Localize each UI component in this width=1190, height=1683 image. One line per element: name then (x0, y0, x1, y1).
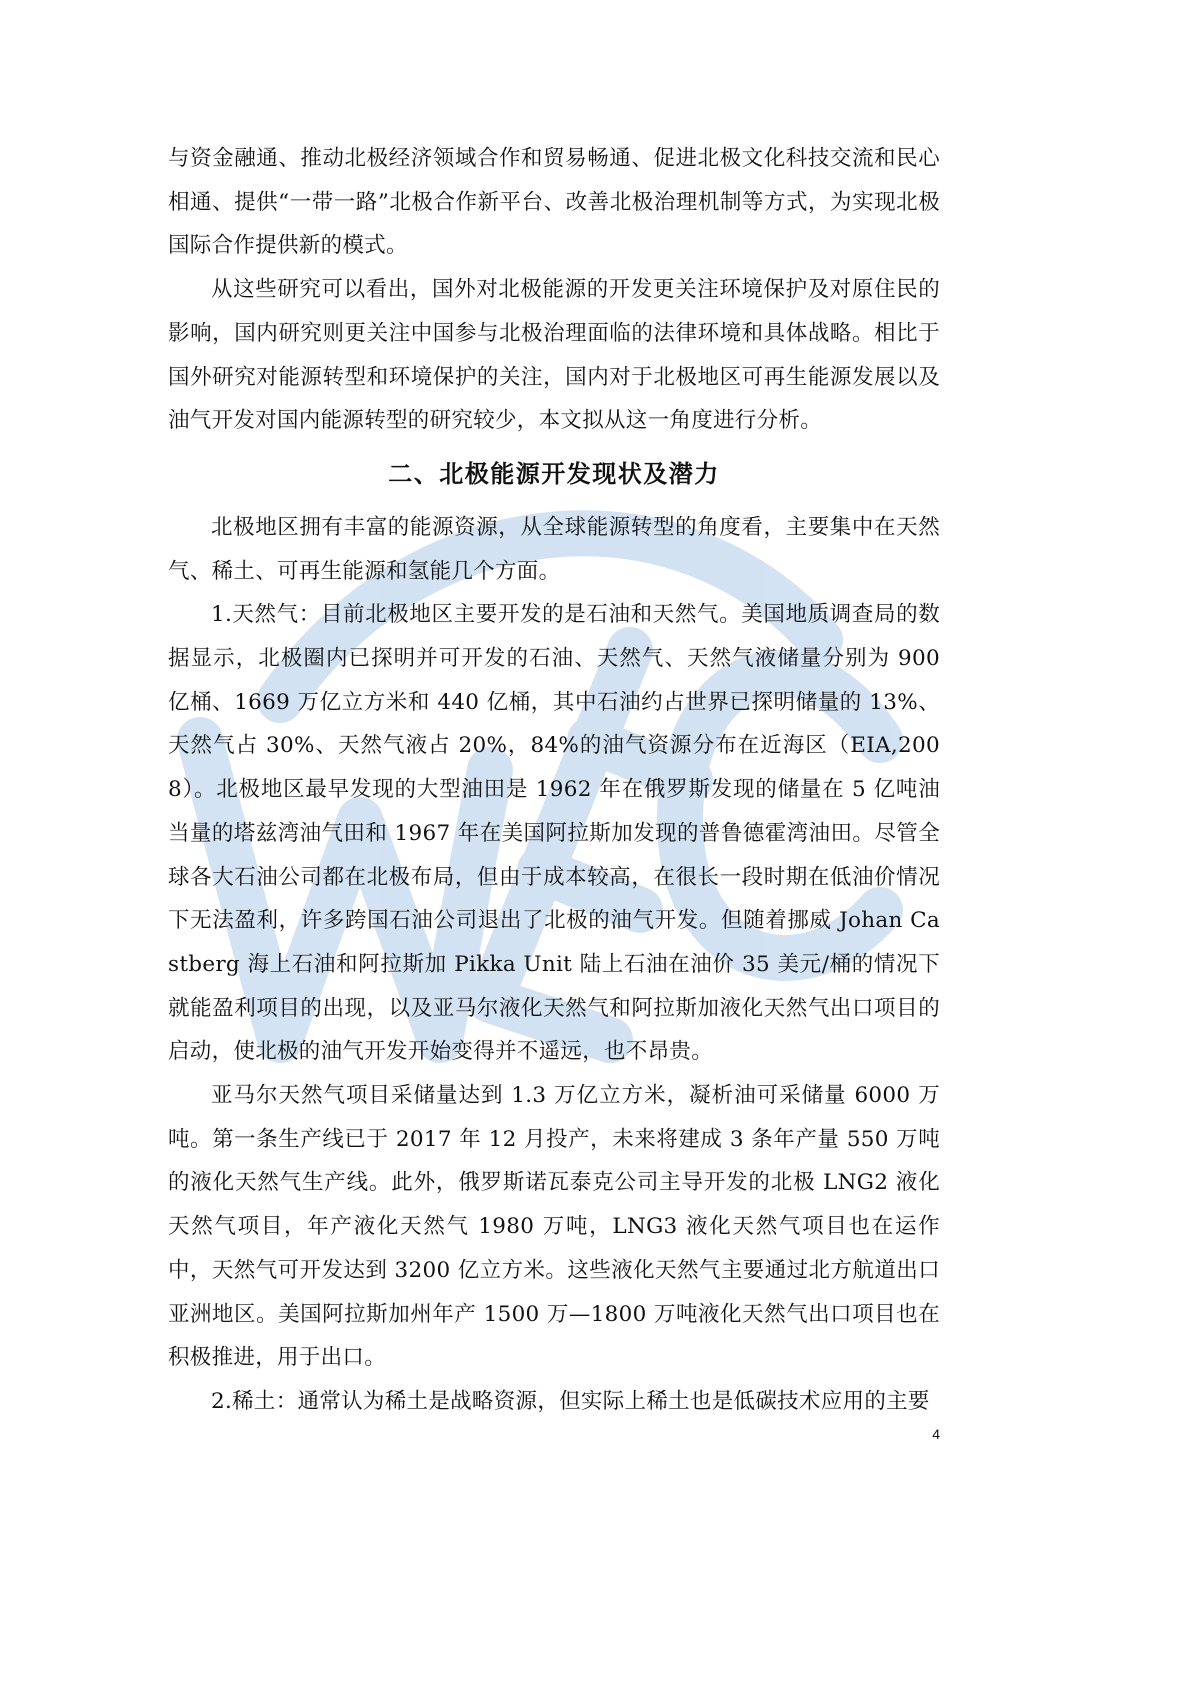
section-heading: 二、北极能源开发现状及潜力 (388, 459, 720, 488)
page-number: 4 (932, 1426, 940, 1442)
paragraph-rare-earth: 2.稀土：通常认为稀土是战略资源，但实际上稀土也是低碳技术应用的主要 (211, 1388, 930, 1414)
paragraph-continuation: 与资金融通、推动北极经济领域合作和贸易畅通、促进北极文化科技交流和民心相通、提供“一带一路”北极合作新平台、改善北极治理机制等方式，为实现北极国际合作提供新的模式。 (168, 146, 940, 259)
page-content (168, 137, 940, 1424)
paragraph-yamal-project: 亚马尔天然气项目采储量达到 1.3 万亿立方米，凝析油可采储量 6000 万吨。第一条生产线已于 2017 年 12 月投产，未来将建成 3 条年产量 550 万吨的液化天然气生产线。此外，俄罗斯诺瓦泰克公司主导开发的北极 LNG2 液化天然气项目，年产液化天然气 1980 万吨，LNG3 液化天然气项目也在运作中，天然气可开发达到 3200 亿立方米。这些液化天然气主要通过北方航道出口亚洲地区。美国阿拉斯加州年产 1500 万—1800 万吨液化天然气出口项目也在积极推进，用于出口。 (168, 1083, 940, 1371)
paragraph-natural-gas: 1.天然气：目前北极地区主要开发的是石油和天然气。美国地质调查局的数据显示，北极圈内已探明并可开发的石油、天然气、天然气液储量分别为 900 亿桶、1669 万亿立方米和 440 亿桶，其中石油约占世界已探明储量的 13%、天然气占 30%、天然气液占 20%，84%的油气资源分布在近海区（EIA,2008）。北极地区最早发现的大型油田是 1962 年在俄罗斯发现的储量在 5 亿吨油当量的塔兹湾油气田和 1967 年在美国阿拉斯加发现的普鲁德霍湾油田。尽管全球各大石油公司都在北极布局，但由于成本较高，在很长一段时期在低油价情况下无法盈利，许多跨国石油公司退出了北极的油气开发。但随着挪威 Johan Castberg 海上石油和阿拉斯加 Pikka Unit 陆上石油在油价 35 美元/桶的情况下就能盈利项目的出现，以及亚马尔液化天然气和阿拉斯加液化天然气出口项目的启动，使北极的油气开发开始变得并不遥远，也不昂贵。 (168, 602, 940, 1065)
paragraph-resources-intro: 北极地区拥有丰富的能源资源，从全球能源转型的角度看，主要集中在天然气、稀土、可再生能源和氢能几个方面。 (168, 514, 940, 584)
paragraph-research-summary: 从这些研究可以看出，国外对北极能源的开发更关注环境保护及对原住民的影响，国内研究则更关注中国参与北极治理面临的法律环境和具体战略。相比于国外研究对能源转型和环境保护的关注，国内对于北极地区可再生能源发展以及油气开发对国内能源转型的研究较少，本文拟从这一角度进行分析。 (168, 277, 940, 434)
